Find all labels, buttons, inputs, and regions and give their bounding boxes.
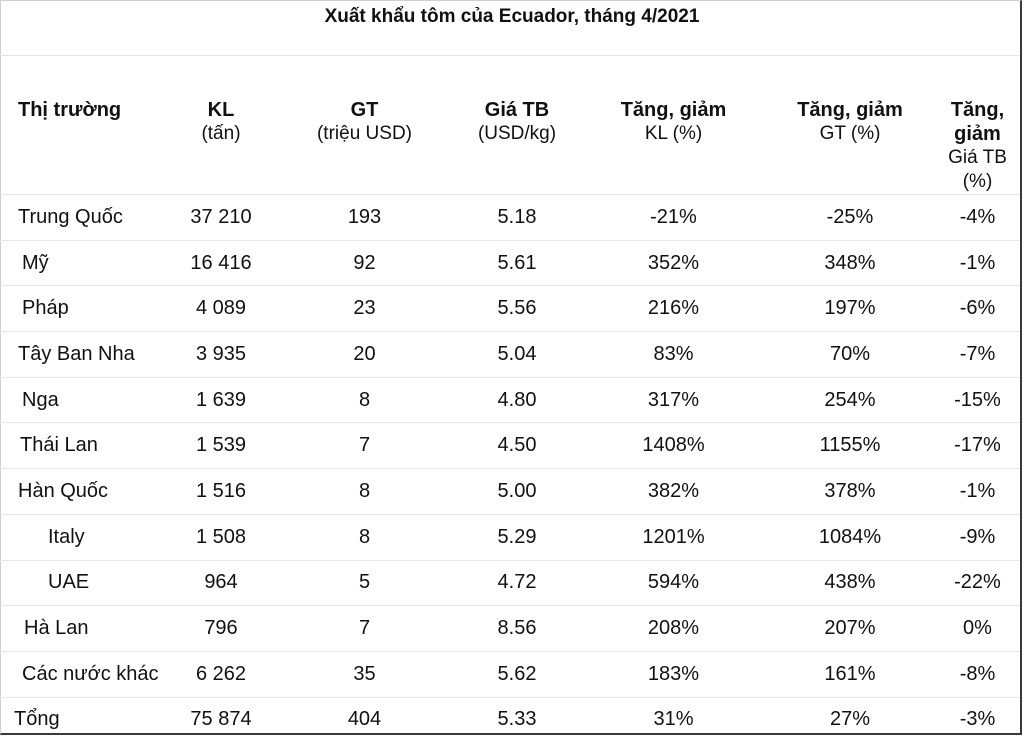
value-cell: 31%: [582, 697, 765, 742]
header-row: [0, 82, 1020, 195]
value-cell: 4.80: [452, 377, 582, 423]
market-cell: Tổng: [0, 697, 165, 742]
value-cell: -17%: [935, 423, 1020, 469]
table-header: [0, 82, 1020, 195]
table-body: [0, 195, 1020, 742]
value-cell: 161%: [765, 651, 935, 697]
value-cell: 404: [277, 697, 452, 742]
value-cell: 8: [277, 514, 452, 560]
value-cell: 70%: [765, 332, 935, 378]
value-cell: 348%: [765, 240, 935, 286]
table-row: [0, 560, 1020, 606]
value-cell: -1%: [935, 240, 1020, 286]
value-cell: 20: [277, 332, 452, 378]
value-cell: 5.61: [452, 240, 582, 286]
table-row: [0, 651, 1020, 697]
column-header-title: Tăng, giảm: [765, 98, 935, 122]
market-cell: Hàn Quốc: [0, 469, 165, 515]
value-cell: 438%: [765, 560, 935, 606]
value-cell: 5.04: [452, 332, 582, 378]
market-cell: Mỹ: [0, 240, 165, 286]
value-cell: -6%: [935, 286, 1020, 332]
column-header-title: KL: [165, 98, 277, 122]
value-cell: 1201%: [582, 514, 765, 560]
value-cell: 378%: [765, 469, 935, 515]
market-cell: UAE: [0, 560, 165, 606]
table-row: [0, 286, 1020, 332]
table-row: [0, 195, 1020, 241]
value-cell: 964: [165, 560, 277, 606]
value-cell: 5.62: [452, 651, 582, 697]
value-cell: 3 935: [165, 332, 277, 378]
table-row: [0, 332, 1020, 378]
market-cell: Nga: [0, 377, 165, 423]
value-cell: 1 508: [165, 514, 277, 560]
value-cell: 7: [277, 423, 452, 469]
column-header-title: GT: [277, 98, 452, 122]
value-cell: 796: [165, 606, 277, 652]
value-cell: 16 416: [165, 240, 277, 286]
shrimp-export-table: [0, 82, 1020, 742]
column-header-title: Giá TB: [452, 98, 582, 122]
market-cell: Thái Lan: [0, 423, 165, 469]
value-cell: 208%: [582, 606, 765, 652]
value-cell: 37 210: [165, 195, 277, 241]
value-cell: 5.33: [452, 697, 582, 742]
column-header-title: Tăng, giảm: [582, 98, 765, 122]
value-cell: 382%: [582, 469, 765, 515]
value-cell: 4.72: [452, 560, 582, 606]
value-cell: 5.56: [452, 286, 582, 332]
table-row: [0, 423, 1020, 469]
value-cell: -21%: [582, 195, 765, 241]
table-row: [0, 697, 1020, 742]
value-cell: 8: [277, 469, 452, 515]
column-header-3: [452, 82, 582, 195]
value-cell: -4%: [935, 195, 1020, 241]
table-row: [0, 240, 1020, 286]
value-cell: 1084%: [765, 514, 935, 560]
value-cell: 6 262: [165, 651, 277, 697]
value-cell: 1 539: [165, 423, 277, 469]
value-cell: 7: [277, 606, 452, 652]
value-cell: -15%: [935, 377, 1020, 423]
value-cell: 4 089: [165, 286, 277, 332]
value-cell: 594%: [582, 560, 765, 606]
market-cell: Các nước khác: [0, 651, 165, 697]
value-cell: 1 516: [165, 469, 277, 515]
value-cell: 4.50: [452, 423, 582, 469]
column-header-5: [765, 82, 935, 195]
value-cell: 317%: [582, 377, 765, 423]
value-cell: 83%: [582, 332, 765, 378]
value-cell: 1 639: [165, 377, 277, 423]
market-cell: Trung Quốc: [0, 195, 165, 241]
value-cell: 8.56: [452, 606, 582, 652]
column-header-1: [165, 82, 277, 195]
value-cell: 352%: [582, 240, 765, 286]
value-cell: 23: [277, 286, 452, 332]
title-divider: [0, 55, 1020, 56]
column-header-2: [277, 82, 452, 195]
value-cell: -9%: [935, 514, 1020, 560]
value-cell: -22%: [935, 560, 1020, 606]
value-cell: -8%: [935, 651, 1020, 697]
value-cell: -3%: [935, 697, 1020, 742]
value-cell: -7%: [935, 332, 1020, 378]
table-row: [0, 377, 1020, 423]
market-cell: Hà Lan: [0, 606, 165, 652]
value-cell: 193: [277, 195, 452, 241]
table-row: [0, 606, 1020, 652]
column-header-unit: KL (%): [582, 122, 765, 146]
value-cell: 5: [277, 560, 452, 606]
value-cell: 75 874: [165, 697, 277, 742]
table-row: [0, 514, 1020, 560]
value-cell: 0%: [935, 606, 1020, 652]
value-cell: 1408%: [582, 423, 765, 469]
column-header-unit: (tấn): [165, 122, 277, 146]
value-cell: 183%: [582, 651, 765, 697]
column-header-4: [582, 82, 765, 195]
value-cell: 5.29: [452, 514, 582, 560]
column-header-6: [935, 82, 1020, 195]
value-cell: -1%: [935, 469, 1020, 515]
value-cell: 254%: [765, 377, 935, 423]
value-cell: 207%: [765, 606, 935, 652]
column-header-title: Tăng, giảm: [935, 98, 1020, 146]
value-cell: 1155%: [765, 423, 935, 469]
column-header-title: Thị trường: [18, 98, 165, 122]
market-cell: Tây Ban Nha: [0, 332, 165, 378]
value-cell: 8: [277, 377, 452, 423]
value-cell: 5.00: [452, 469, 582, 515]
value-cell: 216%: [582, 286, 765, 332]
value-cell: 197%: [765, 286, 935, 332]
value-cell: 27%: [765, 697, 935, 742]
market-cell: Italy: [0, 514, 165, 560]
column-header-unit: Giá TB (%): [935, 146, 1020, 194]
column-header-unit: (triệu USD): [277, 122, 452, 146]
value-cell: 92: [277, 240, 452, 286]
value-cell: -25%: [765, 195, 935, 241]
value-cell: 35: [277, 651, 452, 697]
column-header-unit: (USD/kg): [452, 122, 582, 146]
table-title: Xuất khẩu tôm của Ecuador, tháng 4/2021: [0, 6, 1024, 28]
table-row: [0, 469, 1020, 515]
value-cell: 5.18: [452, 195, 582, 241]
column-header-0: [0, 82, 165, 195]
market-cell: Pháp: [0, 286, 165, 332]
column-header-unit: GT (%): [765, 122, 935, 146]
